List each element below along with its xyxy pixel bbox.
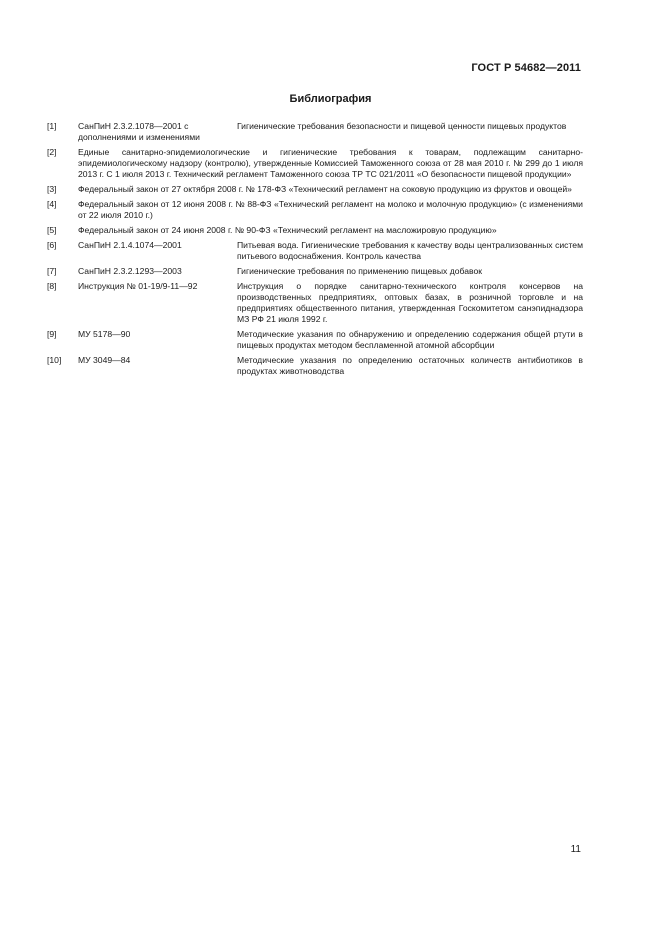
entry-number: [10] [47,355,62,365]
entry-number: [3] [47,184,57,195]
entry-number: [6] [47,239,57,250]
entry-number: [7] [47,265,57,276]
document-code: ГОСТ Р 54682—2011 [471,62,581,74]
entry-number: [1] [47,121,57,131]
bibliography-entry [47,147,583,181]
entry-code: СанПиН 2.3.2.1078—2001 с дополнениями и изменениями [78,121,200,143]
entry-code: МУ 5178—90 [78,329,131,339]
entry-description: Питьевая вода. Гигиенические требования к качеству воды централизованных систем питьевого водоснабжения. Контроль качества [237,239,583,261]
entry-description: Инструкция о порядке санитарно-технического контроля консервов на производственных предприятиях, оптовых базах, в розничной торговле и на предприятиях общественного питания, утвержденная Госкомитетом санэпиднадзора МЗ РФ 21 июля 1992 г. [237,280,583,325]
entry-number: [8] [47,280,57,291]
bibliography-entry [47,240,583,262]
entry-number: [5] [47,225,57,235]
entry-text: Федеральный закон от 24 июня 2008 г. № 90-ФЗ «Технический регламент на масложировую продукцию» [78,225,497,235]
entry-text: Федеральный закон от 27 октября 2008 г. № 178-ФЗ «Технический регламент на соковую продукцию из фруктов и овощей» [78,184,572,195]
entry-code: Инструкция № 01-19/9-11—92 [78,280,198,291]
entry-text: Единые санитарно-эпидемиологические и гигиенические требования к товарам, подлежащим санитарно-эпидемиологическому надзору (контролю), утвержденные Комиссией Таможенного союза от 28 мая 2010 г. № 299 до 1 июля 2013 г. С 1 июля 2013 г. Технический регламент Таможенного союза ТР ТС 021/2011 «О безопасности пищевой продукции» [78,147,583,180]
entry-code: СанПиН 2.1.4.1074—2001 [78,239,182,250]
entry-description: Гигиенические требования по применению пищевых добавок [237,265,483,276]
bibliography-entry [47,225,583,236]
entry-description: Методические указания по обнаружению и определению содержания общей ртути в пищевых продуктах методом беспламенной атомной абсорбции [237,329,583,351]
bibliography-entry [47,121,583,143]
bibliography-list [47,121,583,381]
bibliography-entry [47,281,583,326]
entry-number: [2] [47,147,57,157]
entry-description: Гигиенические требования безопасности и пищевой ценности пищевых продуктов [237,121,567,131]
entry-number: [4] [47,199,57,209]
bibliography-entry [47,329,583,351]
bibliography-entry [47,266,583,277]
page-number: 11 [570,844,581,855]
entry-code: СанПиН 2.3.2.1293—2003 [78,265,182,276]
entry-number: [9] [47,329,57,339]
entry-description: Методические указания по определению остаточных количеств антибиотиков в продуктах животноводства [237,355,583,377]
bibliography-entry [47,184,583,195]
section-title: Библиография [289,93,372,105]
entry-text: Федеральный закон от 12 июня 2008 г. № 88-ФЗ «Технический регламент на молоко и молочную продукцию» (с изменениями от 22 июля 2010 г.) [78,199,583,221]
bibliography-entry [47,199,583,221]
bibliography-entry [47,355,583,377]
entry-code: МУ 3049—84 [78,355,131,365]
